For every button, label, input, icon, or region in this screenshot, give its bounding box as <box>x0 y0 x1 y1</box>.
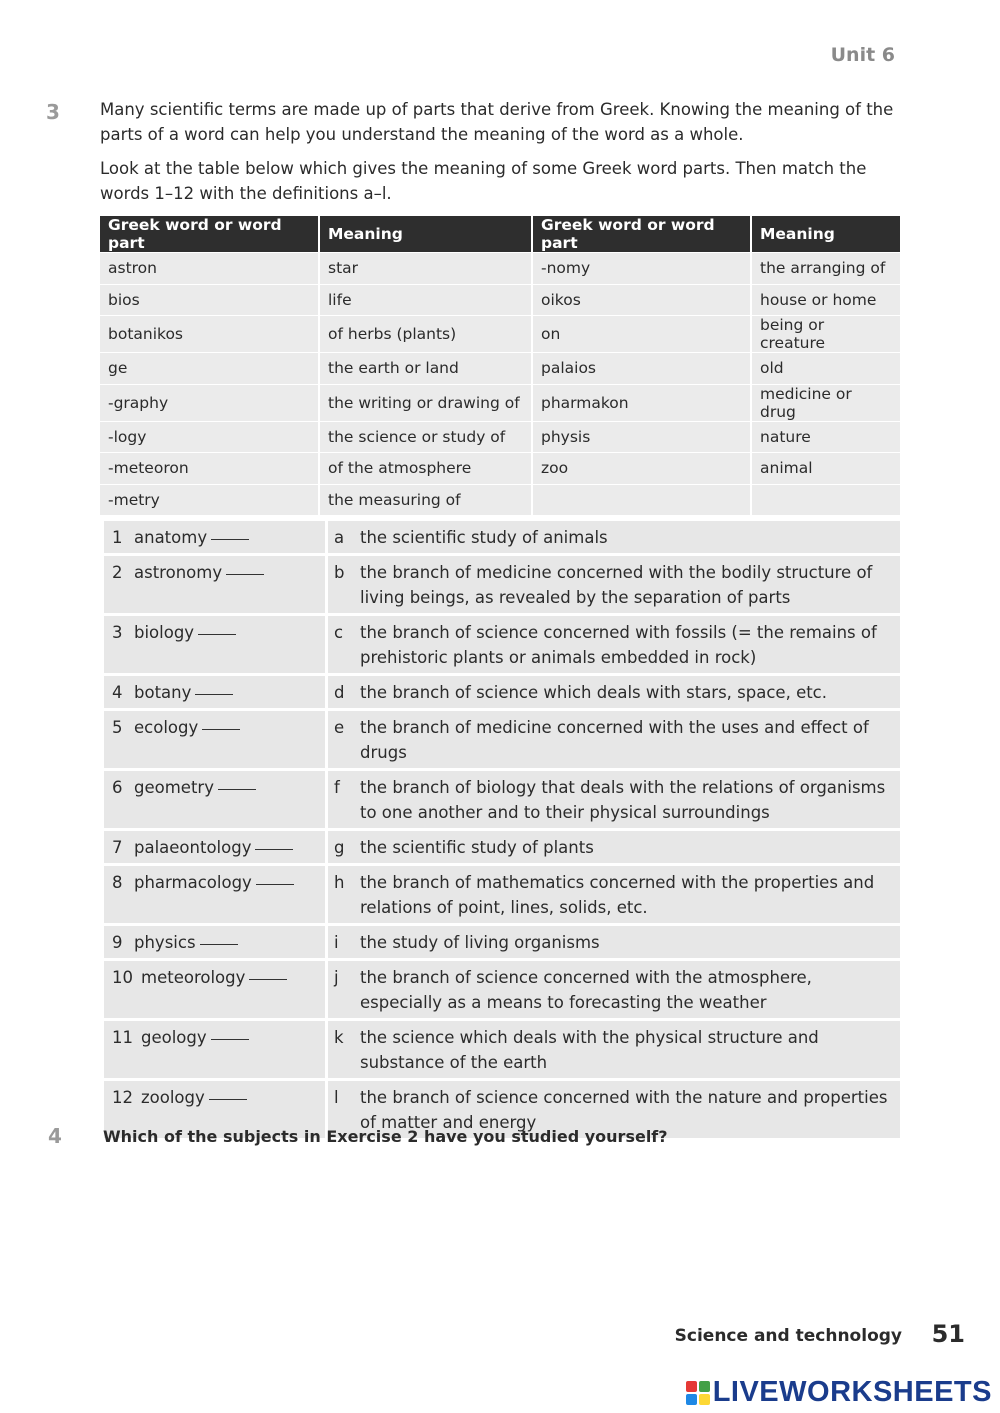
header-greek-word-1: Greek word or word part <box>100 216 319 253</box>
answer-blank[interactable] <box>209 1098 247 1100</box>
definition-cell <box>327 710 901 770</box>
exercise-4-question: Which of the subjects in Exercise 2 have you studied yourself? <box>103 1127 668 1146</box>
word-label: astronomy <box>134 563 223 582</box>
word-label: meteorology <box>141 968 246 987</box>
meaning-cell: being or creature <box>751 316 900 353</box>
answer-blank[interactable] <box>211 1038 249 1040</box>
word-label: palaeontology <box>134 838 252 857</box>
meaning-cell: the arranging of <box>751 253 900 285</box>
meaning-cell: animal <box>751 453 900 485</box>
definition-text: the branch of science concerned with the atmosphere, especially as a means to forecasting the weather <box>360 968 812 1012</box>
definition-text: the branch of medicine concerned with the bodily structure of living beings, as revealed by the separation of parts <box>360 563 873 607</box>
greek-table-row <box>100 484 900 515</box>
answer-blank[interactable] <box>202 728 240 730</box>
word-number: 2 <box>112 563 123 582</box>
greek-table-row <box>100 284 900 316</box>
definition-text: the science which deals with the physical structure and substance of the earth <box>360 1028 819 1072</box>
meaning-cell <box>751 484 900 515</box>
word-label: ecology <box>134 718 199 737</box>
word-cell <box>104 555 327 615</box>
header-meaning-1: Meaning <box>319 216 532 253</box>
greek-word-cell: botanikos <box>100 316 319 353</box>
definition-cell <box>327 830 901 865</box>
word-cell <box>104 865 327 925</box>
header-meaning-2: Meaning <box>751 216 900 253</box>
word-cell <box>104 830 327 865</box>
answer-blank[interactable] <box>226 573 264 575</box>
word-label: botany <box>134 683 192 702</box>
definition-text: the branch of biology that deals with the relations of organisms to one another and to their physical surroundings <box>360 778 886 822</box>
exercise-3-intro: Many scientific terms are made up of parts that derive from Greek. Knowing the meaning of the parts of a word can help you understand the meaning of the word as a whole. <box>100 100 894 144</box>
match-row <box>104 925 900 960</box>
word-number: 9 <box>112 933 123 952</box>
greek-word-cell: pharmakon <box>532 384 751 421</box>
meaning-cell: nature <box>751 421 900 453</box>
definition-letter: i <box>334 933 339 952</box>
word-cell <box>104 925 327 960</box>
greek-table-row <box>100 421 900 453</box>
meaning-cell: of herbs (plants) <box>319 316 532 353</box>
definition-text: the branch of science concerned with the nature and properties of matter and energy <box>360 1088 888 1132</box>
meaning-cell: star <box>319 253 532 285</box>
match-row <box>104 615 900 675</box>
answer-blank[interactable] <box>256 883 294 885</box>
greek-word-cell: -meteoron <box>100 453 319 485</box>
exercise-4-number: 4 <box>48 1124 62 1148</box>
word-label: anatomy <box>134 528 208 547</box>
footer-section-title: Science and technology <box>674 1326 902 1346</box>
greek-table-row <box>100 253 900 285</box>
greek-word-cell: bios <box>100 284 319 316</box>
header-greek-word-2: Greek word or word part <box>532 216 751 253</box>
meaning-cell: of the atmosphere <box>319 453 532 485</box>
word-number: 12 <box>112 1088 133 1107</box>
match-row <box>104 1020 900 1080</box>
meaning-cell: life <box>319 284 532 316</box>
greek-table-row <box>100 316 900 353</box>
definition-cell <box>327 675 901 710</box>
word-number: 4 <box>112 683 123 702</box>
word-cell <box>104 710 327 770</box>
exercise-3-instruction: Look at the table below which gives the meaning of some Greek word parts. Then match the words 1–12 with the definitions a–l. <box>100 159 867 203</box>
definition-letter: h <box>334 873 345 892</box>
definition-text: the scientific study of plants <box>360 838 594 857</box>
exercise-3-number: 3 <box>46 100 60 124</box>
matching-table <box>104 518 900 1138</box>
greek-table-row <box>100 453 900 485</box>
definition-cell <box>327 520 901 555</box>
answer-blank[interactable] <box>218 788 256 790</box>
definition-cell <box>327 615 901 675</box>
logo-square <box>699 1381 710 1392</box>
page-number: 51 <box>931 1320 965 1348</box>
answer-blank[interactable] <box>249 978 287 980</box>
greek-word-cell: zoo <box>532 453 751 485</box>
word-cell <box>104 520 327 555</box>
definition-text: the study of living organisms <box>360 933 600 952</box>
greek-word-parts-table <box>100 216 900 515</box>
word-cell <box>104 615 327 675</box>
word-cell <box>104 770 327 830</box>
greek-word-cell: -graphy <box>100 384 319 421</box>
match-row <box>104 865 900 925</box>
word-number: 7 <box>112 838 123 857</box>
greek-word-cell: -logy <box>100 421 319 453</box>
match-row <box>104 710 900 770</box>
greek-table-row <box>100 353 900 385</box>
match-row <box>104 675 900 710</box>
logo-icon <box>686 1381 710 1405</box>
definition-text: the branch of science which deals with stars, space, etc. <box>360 683 828 702</box>
word-number: 5 <box>112 718 123 737</box>
definition-letter: a <box>334 528 345 547</box>
word-number: 11 <box>112 1028 133 1047</box>
meaning-cell: old <box>751 353 900 385</box>
definition-letter: g <box>334 838 345 857</box>
match-row <box>104 770 900 830</box>
match-row <box>104 555 900 615</box>
unit-label: Unit 6 <box>830 44 895 66</box>
definition-letter: c <box>334 623 344 642</box>
greek-table-header <box>100 216 900 253</box>
liveworksheets-logo <box>686 1376 992 1409</box>
definition-letter: l <box>334 1088 339 1107</box>
definition-text: the branch of medicine concerned with the uses and effect of drugs <box>360 718 869 762</box>
logo-square <box>686 1394 697 1405</box>
word-label: biology <box>134 623 195 642</box>
greek-word-cell: on <box>532 316 751 353</box>
logo-square <box>699 1394 710 1405</box>
logo-square <box>686 1381 697 1392</box>
answer-blank[interactable] <box>198 633 236 635</box>
definition-cell <box>327 1020 901 1080</box>
definition-letter: j <box>334 968 339 987</box>
word-cell <box>104 1020 327 1080</box>
definition-cell <box>327 925 901 960</box>
logo-text: LIVEWORKSHEETS <box>712 1376 992 1408</box>
word-number: 1 <box>112 528 123 547</box>
answer-blank[interactable] <box>195 693 233 695</box>
word-label: geometry <box>134 778 214 797</box>
meaning-cell: medicine or drug <box>751 384 900 421</box>
word-cell <box>104 675 327 710</box>
word-label: pharmacology <box>134 873 252 892</box>
greek-word-cell: -nomy <box>532 253 751 285</box>
greek-word-cell: ge <box>100 353 319 385</box>
greek-word-cell: physis <box>532 421 751 453</box>
definition-text: the scientific study of animals <box>360 528 608 547</box>
meaning-cell: house or home <box>751 284 900 316</box>
definition-letter: b <box>334 563 345 582</box>
definition-cell <box>327 770 901 830</box>
meaning-cell: the writing or drawing of <box>319 384 532 421</box>
answer-blank[interactable] <box>211 538 249 540</box>
definition-letter: d <box>334 683 345 702</box>
definition-letter: k <box>334 1028 344 1047</box>
definition-text: the branch of science concerned with fossils (= the remains of prehistoric plants or animals embedded in rock) <box>360 623 877 667</box>
answer-blank[interactable] <box>255 848 293 850</box>
greek-word-cell: astron <box>100 253 319 285</box>
definition-letter: e <box>334 718 345 737</box>
word-number: 10 <box>112 968 133 987</box>
meaning-cell: the measuring of <box>319 484 532 515</box>
definition-cell <box>327 960 901 1020</box>
greek-word-cell: oikos <box>532 284 751 316</box>
word-number: 3 <box>112 623 123 642</box>
word-number: 6 <box>112 778 123 797</box>
greek-table-row <box>100 384 900 421</box>
greek-word-cell <box>532 484 751 515</box>
word-label: zoology <box>141 1088 205 1107</box>
word-cell <box>104 960 327 1020</box>
definition-cell <box>327 555 901 615</box>
word-label: geology <box>141 1028 207 1047</box>
definition-letter: f <box>334 778 340 797</box>
definition-cell <box>327 865 901 925</box>
definition-text: the branch of mathematics concerned with the properties and relations of point, lines, solids, etc. <box>360 873 875 917</box>
meaning-cell: the earth or land <box>319 353 532 385</box>
match-row <box>104 520 900 555</box>
answer-blank[interactable] <box>200 943 238 945</box>
meaning-cell: the science or study of <box>319 421 532 453</box>
greek-word-cell: -metry <box>100 484 319 515</box>
match-row <box>104 960 900 1020</box>
word-number: 8 <box>112 873 123 892</box>
word-label: physics <box>134 933 196 952</box>
greek-word-cell: palaios <box>532 353 751 385</box>
match-row <box>104 830 900 865</box>
